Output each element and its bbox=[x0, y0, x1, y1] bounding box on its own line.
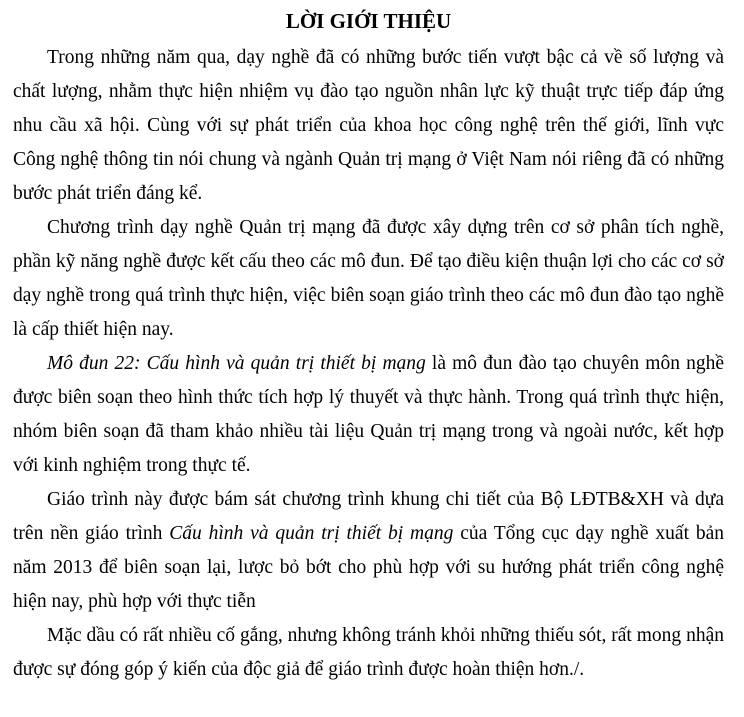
module-title-italic: Mô đun 22: Cấu hình và quản trị thiết bị mạng bbox=[47, 353, 426, 374]
paragraph-3-text: là mô đun đào tạo chuyên môn nghề được biên soạn theo hình thức tích hợp lý thuyết và thực hành. Trong quá trình thực hiện, nhóm biên soạn đã tham khảo nhiều tài liệu Quản trị mạng trong và ngoài nước, kết hợp với kinh nghiệm trong thực tế. bbox=[13, 353, 724, 476]
paragraph-5-text: Mặc dầu có rất nhiều cố gắng, nhưng không tránh khỏi những thiếu sót, rất mong nhận được sự đóng góp ý kiến của độc giả để giáo trình được hoàn thiện hơn./. bbox=[13, 625, 724, 680]
paragraph-3 bbox=[13, 347, 724, 483]
paragraph-5 bbox=[13, 619, 724, 687]
paragraph-1 bbox=[13, 41, 724, 211]
paragraph-1-text: Trong những năm qua, dạy nghề đã có những bước tiến vượt bậc cả về số lượng và chất lượng, nhằm thực hiện nhiệm vụ đào tạo nguồn nhân lực kỹ thuật trực tiếp đáp ứng nhu cầu xã hội. Cùng với sự phát triển của khoa học công nghệ trên thế giới, lĩnh vực Công nghệ thông tin nói chung và ngành Quản trị mạng ở Việt Nam nói riêng đã có những bước phát triển đáng kể. bbox=[13, 47, 724, 204]
paragraph-2-text: Chương trình dạy nghề Quản trị mạng đã được xây dựng trên cơ sở phân tích nghề, phần kỹ năng nghề được kết cấu theo các mô đun. Để tạo điều kiện thuận lợi cho các cơ sở dạy nghề trong quá trình thực hiện, việc biên soạn giáo trình theo các mô đun đào tạo nghề là cấp thiết hiện nay. bbox=[13, 217, 724, 340]
textbook-title-italic: Cấu hình và quản trị thiết bị mạng bbox=[169, 523, 454, 544]
paragraph-2 bbox=[13, 211, 724, 347]
paragraph-4-text-after: của Tổng cục dạy nghề xuất bản năm 2013 để biên soạn lại, lược bỏ bớt cho phù hợp với su hướng phát triển công nghệ hiện nay, phù hợp với thực tiễn bbox=[13, 523, 725, 612]
paragraph-4-text-before: Giáo trình này được bám sát chương trình khung chi tiết của Bộ LĐTB&XH và dựa trên nền giáo trình bbox=[13, 489, 724, 544]
paragraph-4 bbox=[13, 483, 724, 619]
page-title: LỜI GIỚI THIỆU bbox=[285, 9, 452, 33]
